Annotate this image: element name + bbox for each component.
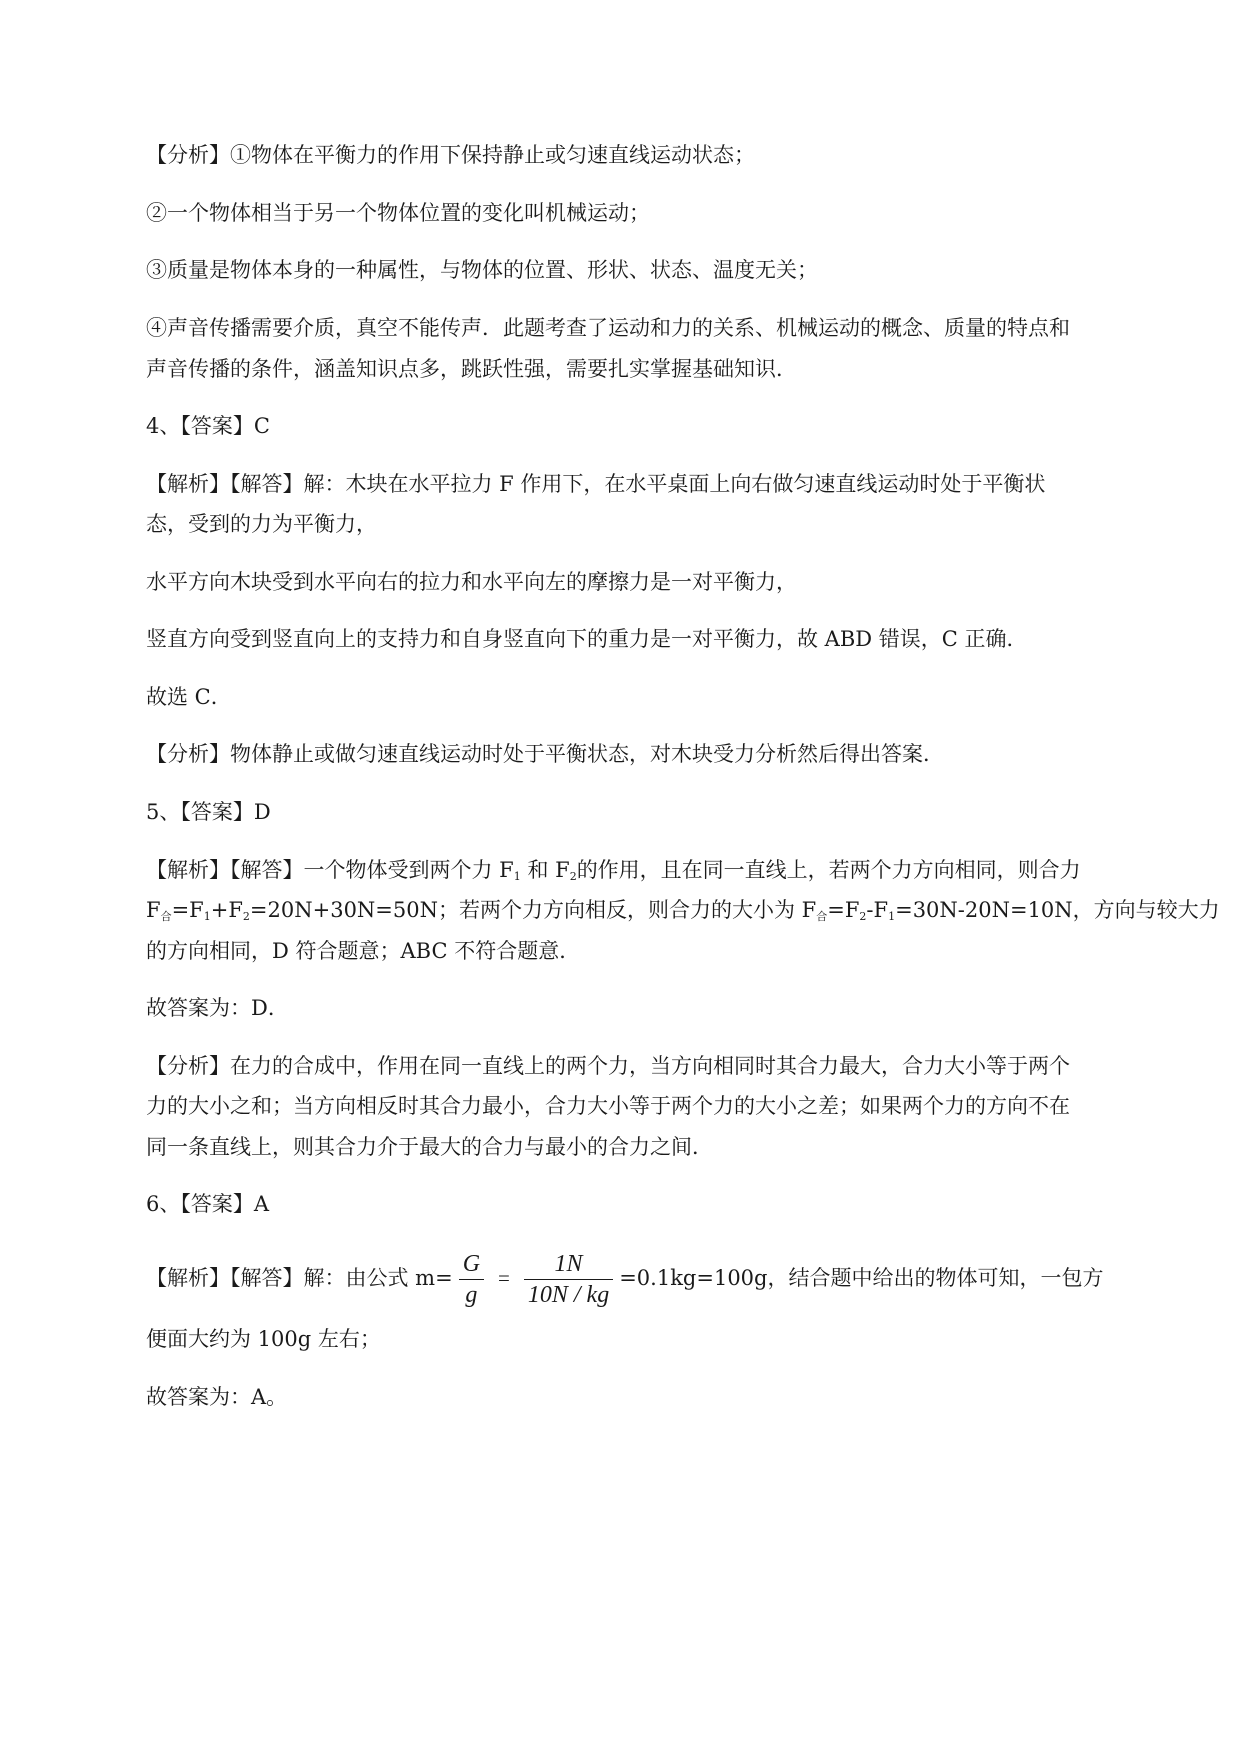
sub-1: 1 bbox=[888, 910, 896, 923]
sub-1: 1 bbox=[513, 870, 521, 883]
analysis-line-4b: 声音传播的条件，涵盖知识点多，跳跃性强，需要扎实掌握基础知识． bbox=[146, 357, 797, 381]
frac-denominator: 10N / kg bbox=[527, 1282, 610, 1308]
q5-b-text-4: =20N+30N=50N；若两个力方向相反，则合力的大小为 F bbox=[249, 898, 817, 922]
q4-solution-b: 态，受到的力为平衡力， bbox=[146, 512, 377, 536]
q4-vertical: 竖直方向受到竖直向上的支持力和自身竖直向下的重力是一对平衡力，故 ABD 错误，C 正确． bbox=[146, 627, 1028, 651]
q4-answer: 4、【答案】C bbox=[146, 414, 270, 438]
sub-2: 2 bbox=[242, 910, 250, 923]
fraction-1n-over-10n-kg bbox=[524, 1249, 613, 1310]
q5-solution-b bbox=[146, 891, 1220, 930]
sub-he: 合 bbox=[160, 910, 172, 923]
analysis-line-2: ②一个物体相当于另一个物体位置的变化叫机械运动； bbox=[146, 201, 650, 225]
q5-analysis-c: 同一条直线上，则其合力介于最大的合力与最小的合力之间． bbox=[146, 1135, 713, 1159]
equals-sign: = bbox=[498, 1266, 510, 1290]
analysis-line-1: 【分析】①物体在平衡力的作用下保持静止或匀速直线运动状态； bbox=[146, 143, 755, 167]
frac-denominator: g bbox=[465, 1282, 478, 1308]
q5-b-text-7: =30N-20N=10N，方向与较大力 bbox=[895, 898, 1220, 922]
q5-conclusion: 故答案为：D． bbox=[146, 996, 289, 1020]
sub-2: 2 bbox=[859, 910, 867, 923]
q5-b-text-1: F bbox=[146, 898, 161, 922]
q6-answer: 6、【答案】A bbox=[146, 1192, 270, 1216]
q6-solution-a bbox=[146, 1247, 1146, 1310]
analysis-line-3: ③质量是物体本身的一种属性，与物体的位置、形状、状态、温度无关； bbox=[146, 258, 818, 282]
q4-solution-a: 【解析】【解答】解：木块在水平拉力 F 作用下，在水平桌面上向右做匀速直线运动时处于平衡状 bbox=[146, 472, 1046, 496]
frac-numerator: 1N bbox=[524, 1249, 613, 1280]
q4-horizontal: 水平方向木块受到水平向右的拉力和水平向左的摩擦力是一对平衡力， bbox=[146, 570, 797, 594]
q5-analysis-b: 力的大小之和；当方向相反时其合力最小，合力大小等于两个力的大小之差；如果两个力的方向不在 bbox=[146, 1094, 1070, 1118]
q5-analysis-a: 【分析】在力的合成中，作用在同一直线上的两个力，当方向相同时其合力最大，合力大小等于两个 bbox=[146, 1054, 1070, 1078]
fraction-g-over-g bbox=[459, 1249, 484, 1310]
q5-b-text-3: +F bbox=[210, 898, 243, 922]
q5-answer: 5、【答案】D bbox=[146, 800, 271, 824]
q5-b-text-5: =F bbox=[827, 898, 860, 922]
q5-a-text-2: 和 F bbox=[527, 858, 570, 882]
q5-solution-c: 的方向相同，D 符合题意；ABC 不符合题意． bbox=[146, 939, 581, 963]
q5-solution-a bbox=[146, 851, 1146, 890]
q6-a-text-2: =0.1kg=100g，结合题中给出的物体可知，一包方 bbox=[619, 1266, 1104, 1290]
q5-b-text-6: -F bbox=[866, 898, 889, 922]
q6-conclusion: 故答案为：A。 bbox=[146, 1385, 288, 1409]
q5-a-text-3: 的作用，且在同一直线上，若两个力方向相同，则合力 bbox=[576, 858, 1081, 882]
sub-2: 2 bbox=[569, 870, 577, 883]
q4-analysis: 【分析】物体静止或做匀速直线运动时处于平衡状态，对木块受力分析然后得出答案． bbox=[146, 742, 944, 766]
q6-a-text-1: 【解析】【解答】解：由公式 m= bbox=[146, 1266, 453, 1290]
sub-he: 合 bbox=[816, 910, 828, 923]
frac-numerator: G bbox=[459, 1249, 484, 1280]
analysis-line-4a: ④声音传播需要介质，真空不能传声．此题考查了运动和力的关系、机械运动的概念、质量的特点和 bbox=[146, 316, 1070, 340]
q6-solution-b: 便面大约为 100g 左右； bbox=[146, 1327, 381, 1351]
q5-b-text-2: =F bbox=[171, 898, 204, 922]
sub-1: 1 bbox=[203, 910, 211, 923]
q4-selection: 故选 C． bbox=[146, 685, 232, 709]
q5-a-text-1: 【解析】【解答】一个物体受到两个力 F bbox=[146, 858, 514, 882]
